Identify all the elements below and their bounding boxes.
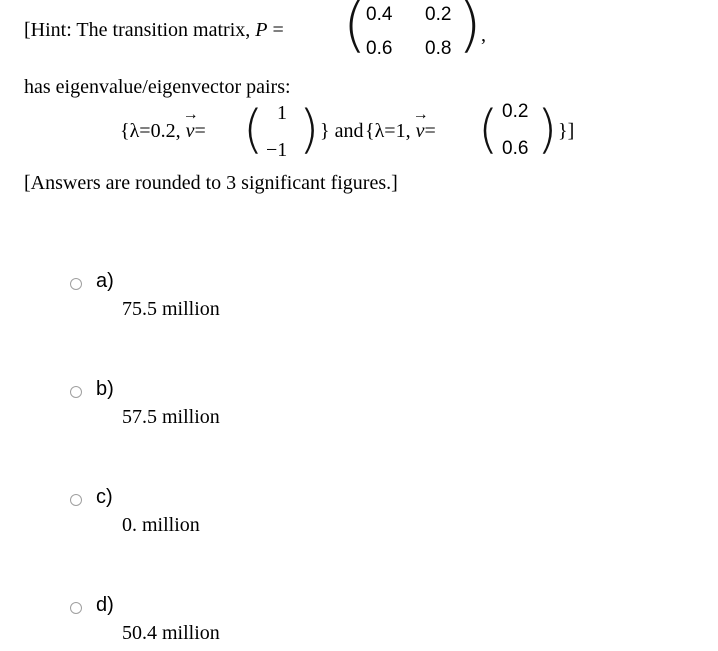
hint-equals: = bbox=[267, 19, 284, 41]
option-c-letter: c) bbox=[96, 486, 113, 508]
option-c-radio[interactable] bbox=[70, 494, 82, 506]
option-b-radio[interactable] bbox=[70, 386, 82, 398]
matrix-right-paren: ) bbox=[458, 0, 482, 60]
option-d-letter: d) bbox=[96, 594, 114, 616]
matrix-cell-r2c1: 0.6 bbox=[366, 38, 393, 59]
vector-2-right-paren: ) bbox=[537, 100, 558, 160]
option-a-radio[interactable] bbox=[70, 278, 82, 290]
matrix-cell-r2c2: 0.8 bbox=[425, 38, 452, 59]
vector-1-right-paren: ) bbox=[299, 100, 320, 160]
vector-2-top: 0.2 bbox=[502, 101, 529, 122]
matrix-symbol-p: P bbox=[255, 19, 268, 41]
matrix-left-paren: ( bbox=[343, 0, 367, 60]
matrix-trailing-comma: , bbox=[481, 24, 486, 46]
vector-2-left-paren: ( bbox=[478, 100, 499, 160]
eigen-pair-2-lead: {λ=1, v → = bbox=[365, 106, 436, 142]
vector-1-left-paren: ( bbox=[243, 100, 264, 160]
vector-v-symbol: v bbox=[185, 120, 195, 142]
matrix-cell-r1c2: 0.2 bbox=[425, 4, 452, 25]
vector-2-bottom: 0.6 bbox=[502, 138, 529, 159]
eigen-pair-1-close: } and bbox=[320, 120, 364, 142]
option-b-letter: b) bbox=[96, 378, 114, 400]
option-c-text: 0. million bbox=[122, 514, 200, 536]
option-d-text: 50.4 million bbox=[122, 622, 220, 644]
eigen-pair-1-lead: {λ=0.2, v → = bbox=[120, 106, 206, 142]
matrix-cell-r1c1: 0.4 bbox=[366, 4, 393, 25]
hint-intro: [Hint: The transition matrix, bbox=[24, 19, 256, 41]
vector-1-bottom: −1 bbox=[266, 139, 288, 161]
eigen-pair-2-close: }] bbox=[558, 120, 575, 142]
vector-1-top: 1 bbox=[277, 102, 287, 124]
rounding-note: [Answers are rounded to 3 significant figures.] bbox=[24, 172, 398, 194]
vector-arrow-icon-2: → bbox=[412, 106, 429, 123]
option-b-text: 57.5 million bbox=[122, 406, 220, 428]
option-d-radio[interactable] bbox=[70, 602, 82, 614]
hint-line-1 bbox=[24, 19, 284, 42]
hint-line-2: has eigenvalue/eigenvector pairs: bbox=[24, 76, 291, 98]
vector-v-symbol-2: v bbox=[415, 120, 425, 142]
vector-arrow-icon: → bbox=[182, 106, 199, 123]
option-a-text: 75.5 million bbox=[122, 298, 220, 320]
option-a-letter: a) bbox=[96, 270, 114, 292]
